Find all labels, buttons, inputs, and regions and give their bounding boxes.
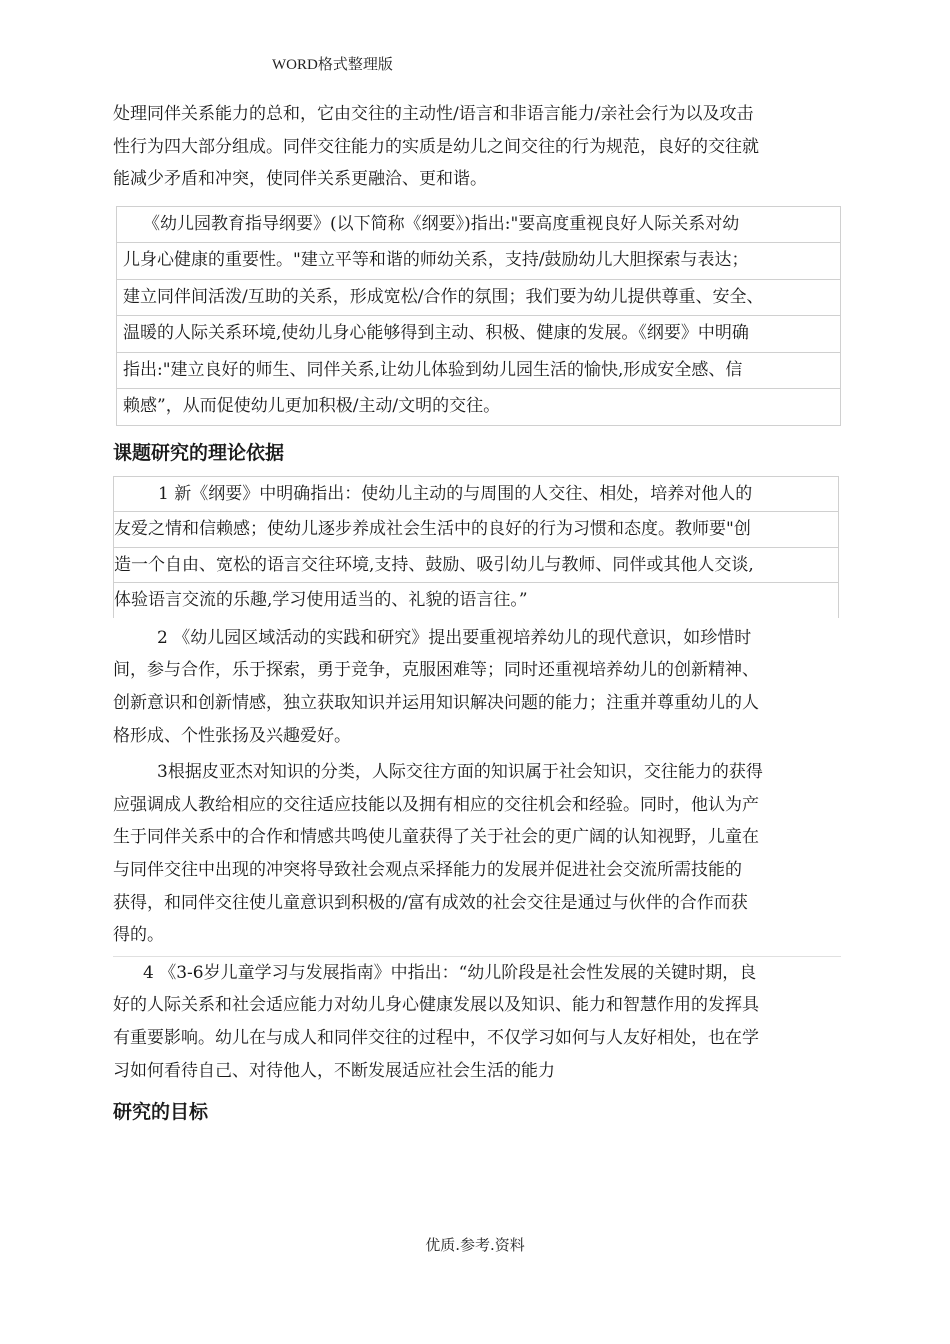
text-line: 3根据皮亚杰对知识的分类，人际交往方面的知识属于社会知识，交往能力的获得 bbox=[157, 762, 763, 783]
text-line: 应强调成人教给相应的交往适应技能以及拥有相应的交往机会和经验。同时，他认为产 bbox=[113, 794, 759, 815]
text-line: 2 《幼儿园区域活动的实践和研究》提出要重视培养幼儿的现代意识，如珍惜时 bbox=[157, 627, 752, 648]
intro-paragraph bbox=[113, 98, 841, 196]
text-line: 建立同伴间活泼/互助的关系，形成宽松/合作的氛围；我们要为幼儿提供尊重、安全、 bbox=[117, 279, 840, 316]
item-4-paragraph bbox=[113, 956, 841, 1087]
text-line: 指出:"建立良好的师生、同伴关系,让幼儿体验到幼儿园生活的愉快,形成安全感、信 bbox=[117, 352, 840, 389]
text-line: 4 《3-6岁儿童学习与发展指南》中指出：“幼儿阶段是社会性发展的关键时期，良 bbox=[143, 962, 757, 983]
quote-box bbox=[116, 206, 841, 426]
page-footer: 优质.参考.资料 bbox=[425, 1236, 525, 1254]
section-heading: 研究的目标 bbox=[113, 1101, 209, 1124]
text-line: 能减少矛盾和冲突，使同伴关系更融洽、更和谐。 bbox=[113, 169, 487, 190]
text-line: 获得，和同伴交往使儿童意识到积极的/富有成效的社会交往是通过与伙伴的合作而获 bbox=[113, 892, 748, 913]
text-line: 与同伴交往中出现的冲突将导致社会观点采择能力的发展并促进社会交流所需技能的 bbox=[113, 859, 742, 880]
document-body bbox=[113, 98, 841, 1127]
text-line: 造一个自由、宽松的语言交往环境,支持、鼓励、吸引幼儿与教师、同伴或其他人交谈, bbox=[114, 547, 838, 583]
text-line: 得的。 bbox=[113, 925, 164, 946]
item-2-paragraph bbox=[113, 622, 841, 752]
text-line: 1 新《纲要》中明确指出：使幼儿主动的与周围的人交往、相处，培养对他人的 bbox=[114, 476, 838, 512]
text-line: 间，参与合作，乐于探索，勇于竞争，克服困难等；同时还重视培养幼儿的创新精神、 bbox=[113, 660, 759, 681]
text-line: 温暖的人际关系环境,使幼儿身心能够得到主动、积极、健康的发展。《纲要》中明确 bbox=[117, 315, 840, 352]
text-line: 习如何看待自己、对待他人，不断发展适应社会生活的能力 bbox=[113, 1060, 555, 1081]
section-heading: 课题研究的理论依据 bbox=[113, 441, 285, 464]
text-line: 儿身心健康的重要性。"建立平等和谐的师幼关系，支持/鼓励幼儿大胆探索与表达； bbox=[117, 242, 840, 279]
text-line: 友爱之情和信赖感；使幼儿逐步养成社会生活中的良好的行为习惯和态度。教师要"创 bbox=[114, 511, 838, 547]
text-line: 赖感”，从而促使幼儿更加积极/主动/文明的交往。 bbox=[117, 388, 840, 425]
text-line: 创新意识和创新情感，独立获取知识并运用知识解决问题的能力；注重并尊重幼儿的人 bbox=[113, 692, 759, 713]
text-line: 有重要影响。幼儿在与成人和同伴交往的过程中，不仅学习如何与人友好相处，也在学 bbox=[113, 1027, 759, 1048]
text-line: 生于同伴关系中的合作和情感共鸣使儿童获得了关于社会的更广阔的认知视野，儿童在 bbox=[113, 827, 759, 848]
text-line: 体验语言交流的乐趣,学习使用适当的、礼貌的语言往。” bbox=[114, 582, 838, 618]
text-line: 处理同伴关系能力的总和，它由交往的主动性/语言和非语言能力/亲社会行为以及攻击 bbox=[113, 104, 754, 124]
text-line: 好的人际关系和社会适应能力对幼儿身心健康发展以及知识、能力和智慧作用的发挥具 bbox=[113, 995, 759, 1016]
text-line: 格形成、个性张扬及兴趣爱好。 bbox=[113, 725, 351, 746]
item-1-box bbox=[113, 476, 839, 618]
page-header: WORD格式整理版 bbox=[272, 57, 393, 73]
text-line: 性行为四大部分组成。同伴交往能力的实质是幼儿之间交往的行为规范，良好的交往就 bbox=[113, 136, 759, 157]
item-3-paragraph bbox=[113, 756, 841, 952]
text-line: 《幼儿园教育指导纲要》(以下简称《纲要》)指出:"要高度重视良好人际关系对幼 bbox=[117, 206, 840, 243]
